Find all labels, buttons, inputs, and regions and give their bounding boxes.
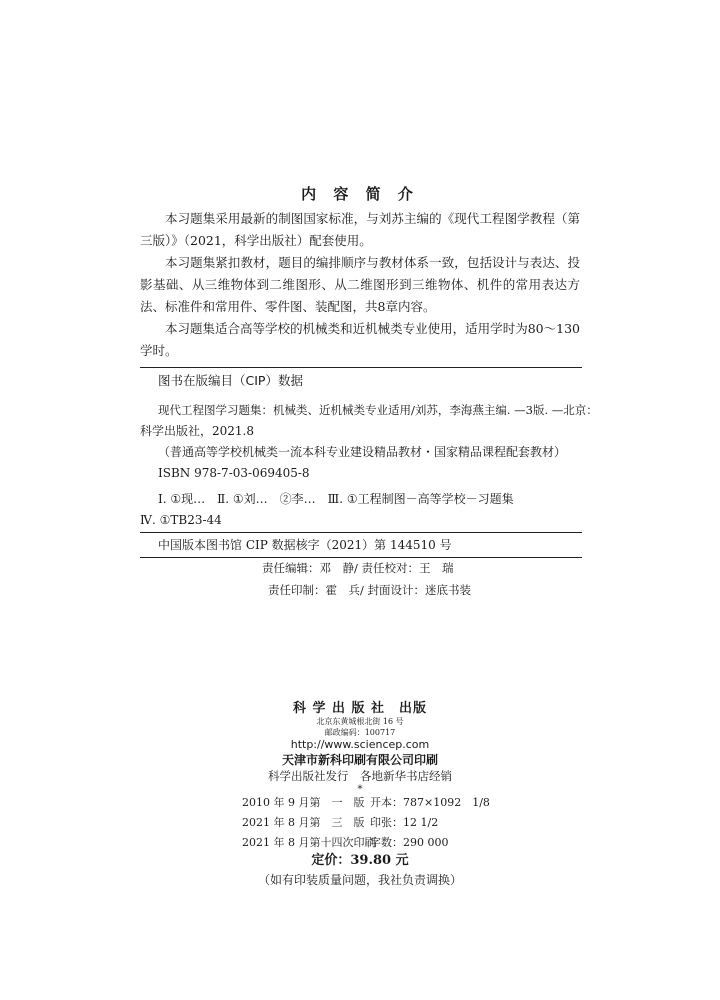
intro-paragraph: 本习题集采用最新的制图国家标准，与刘苏主编的《现代工程图学教程（第三版）》（2021，科学出版社）配套使用。 [140, 211, 580, 248]
publisher-address: 北京东黄城根北街 16 号 [316, 717, 404, 726]
price: 定价：39.80 元 [311, 853, 409, 868]
cip-heading: 图书在版编目（CIP）数据 [158, 373, 303, 388]
credits-line: 责任印制：霍 兵/ 封面设计：迷底书装 [268, 583, 472, 597]
edition-spec: 字数：290 000 [370, 836, 449, 849]
cip-top-rule [140, 367, 582, 368]
edition-row [242, 813, 490, 833]
edition-date: 2021 年 8 月第 三 版 [242, 816, 365, 829]
cip-line: Ⅰ. ①现… Ⅱ. ①刘… ②李… Ⅲ. ①工程制图－高等学校－习题集 [158, 492, 514, 506]
publisher-name: 科 学 出 版 社 出版 [292, 701, 428, 716]
edition-spec: 开本：787×1092 1/8 [370, 796, 490, 809]
cip-line: 科学出版社，2021.8 [140, 424, 254, 438]
quality-notice: （如有印装质量问题，我社负责调换） [257, 873, 462, 887]
cip-middle-rule [140, 532, 582, 533]
edition-date: 2010 年 9 月第 一 版 [242, 796, 365, 809]
cip-isbn: ISBN 978-7-03-069405-8 [158, 466, 310, 480]
printer-name: 天津市新科印刷有限公司印刷 [281, 753, 438, 767]
cip-number [158, 535, 578, 556]
separator-mark: * [357, 784, 363, 795]
distribution-text: 科学出版社发行 各地新华书店经销 [268, 769, 452, 783]
edition-date: 2021 年 8 月第十四次印刷 [242, 836, 376, 849]
cip-number-text: 中国版本图书馆 CIP 数据核字（2021）第 144510 号 [158, 538, 452, 552]
edition-spec: 印张：12 1/2 [370, 816, 439, 829]
edition-info [242, 793, 490, 853]
cip-line: Ⅳ. ①TB23-44 [140, 513, 222, 527]
edition-row [242, 793, 490, 813]
intro-text [140, 208, 580, 362]
cip-line: 现代工程图学习题集：机械类、近机械类专业适用/刘苏，李海燕主编. —3版. —北京： [158, 403, 598, 417]
cip-block [140, 400, 598, 484]
intro-paragraph: 本习题集紧扣教材，题目的编排顺序与教材体系一致，包括设计与表达、投影基础、从三维物体到二维图形、从二维图形到三维物体、机件的常用表达方法、标准件和常用件、零件图、装配图，共8章内容。 [140, 255, 580, 314]
publisher-block [0, 697, 720, 796]
cip-line: （普通高等学校机械类一流本科专业建设精品教材・国家精品课程配套教材） [158, 445, 567, 459]
publisher-url: http://www.sciencep.com [290, 738, 430, 751]
credits [262, 557, 471, 601]
intro-title: 内 容 简 介 [301, 185, 419, 203]
credits-line: 责任编辑：邓 静/ 责任校对：王 瑞 [262, 561, 454, 575]
publisher-postcode: 邮政编码：100717 [324, 728, 396, 737]
cip-classification [140, 489, 578, 531]
intro-paragraph: 本习题集适合高等学校的机械类和近机械类专业使用，适用学时为80～130学时。 [140, 321, 580, 358]
